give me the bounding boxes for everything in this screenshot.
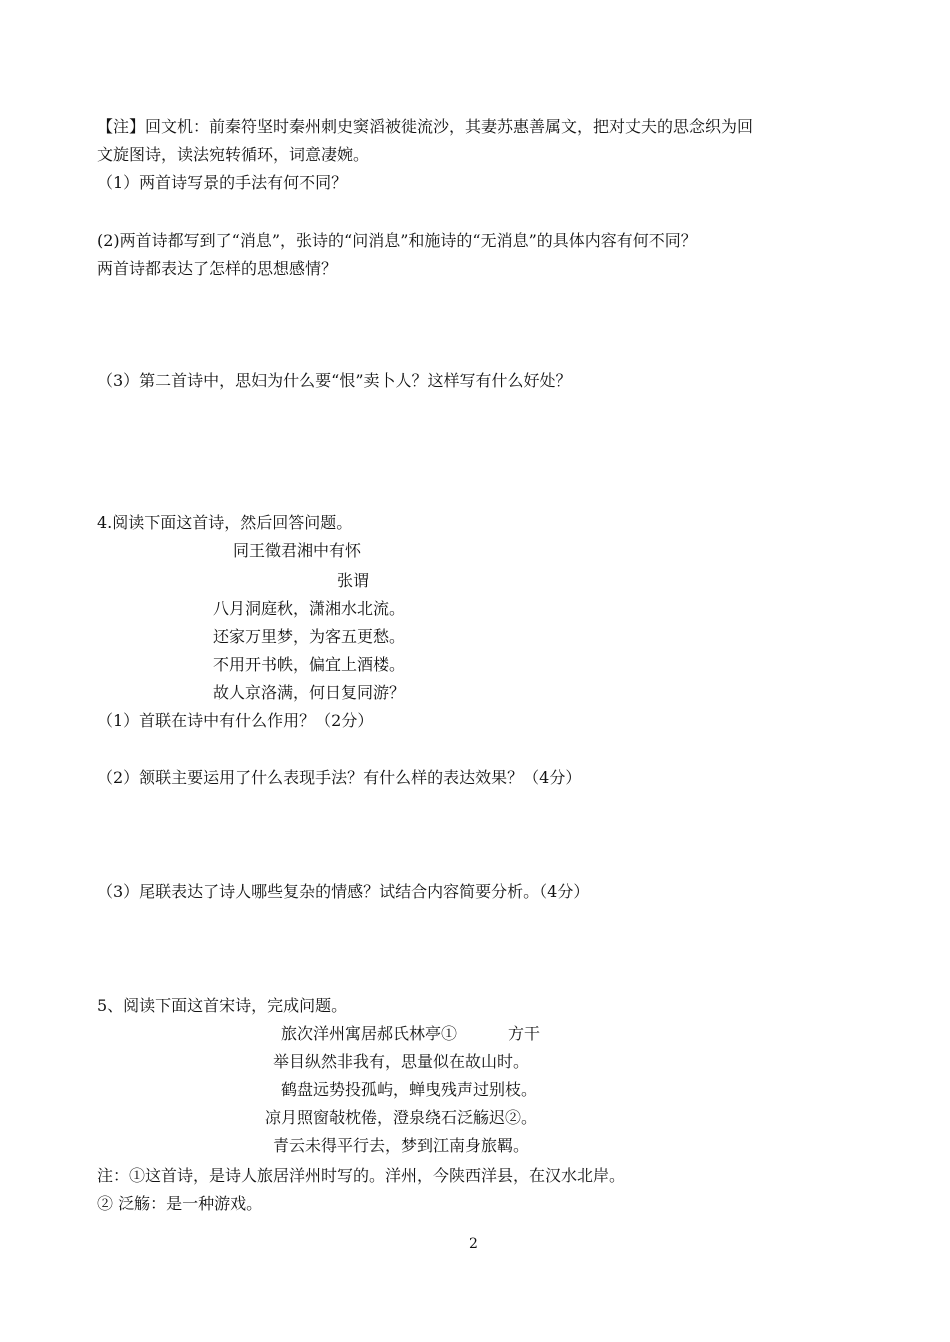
q5-poem-line: 鹤盘远势投孤屿，蝉曳残声过别枝。 [281, 1080, 538, 1099]
q4-poem-line: 故人京洛满，何日复同游？ [213, 683, 406, 702]
q5-intro: 5、阅读下面这首宋诗，完成问题。 [97, 996, 348, 1015]
page-number: 2 [469, 1236, 478, 1252]
q3-sub3: （3）第二首诗中，思妇为什么要“恨”卖卜人？这样写有什么好处？ [97, 371, 572, 390]
q5-poem-line: 凉月照窗敧枕倦，澄泉绕石泛觞迟②。 [265, 1108, 538, 1127]
q4-intro: 4.阅读下面这首诗，然后回答问题。 [97, 513, 353, 532]
note-line-1: 【注】回文机：前秦符坚时秦州刺史窦滔被徙流沙，其妻苏惠善属文，把对丈夫的思念织为回 [97, 117, 754, 136]
q4-sub2: （2）颔联主要运用了什么表现手法？有什么样的表达效果？（4分） [97, 768, 582, 787]
q4-poem-line: 八月洞庭秋，潇湘水北流。 [213, 599, 406, 618]
q4-poem-line: 不用开书帙，偏宜上酒楼。 [213, 655, 406, 674]
q4-poem-author: 张谓 [337, 571, 370, 590]
q3-sub2-line2: 两首诗都表达了怎样的思想感情？ [97, 259, 338, 278]
q5-poem-author: 方干 [508, 1024, 541, 1043]
q4-sub3: （3）尾联表达了诗人哪些复杂的情感？试结合内容简要分析。（4分） [97, 882, 590, 901]
q5-poem-line: 青云未得平行去，梦到江南身旅羁。 [273, 1136, 530, 1155]
q4-poem-title: 同王徵君湘中有怀 [233, 541, 362, 560]
q4-poem-line: 还家万里梦，为客五更愁。 [213, 627, 406, 646]
q5-poem-title: 旅次洋州寓居郝氏林亭① [281, 1024, 458, 1043]
q3-sub1: （1）两首诗写景的手法有何不同？ [97, 173, 348, 192]
q5-note-2: ② 泛觞：是一种游戏。 [97, 1194, 263, 1213]
note-line-2: 文旋图诗，读法宛转循环，词意凄婉。 [97, 145, 370, 164]
q5-poem-line: 举目纵然非我有，思量似在故山时。 [273, 1052, 530, 1071]
q3-sub2-line1: (2)两首诗都写到了“消息”，张诗的“问消息”和施诗的“无消息”的具体内容有何不同？ [97, 231, 697, 250]
q4-sub1: （1）首联在诗中有什么作用？（2分） [97, 711, 374, 730]
q5-note-1: 注：①这首诗，是诗人旅居洋州时写的。洋州，今陕西洋县，在汉水北岸。 [97, 1166, 626, 1185]
